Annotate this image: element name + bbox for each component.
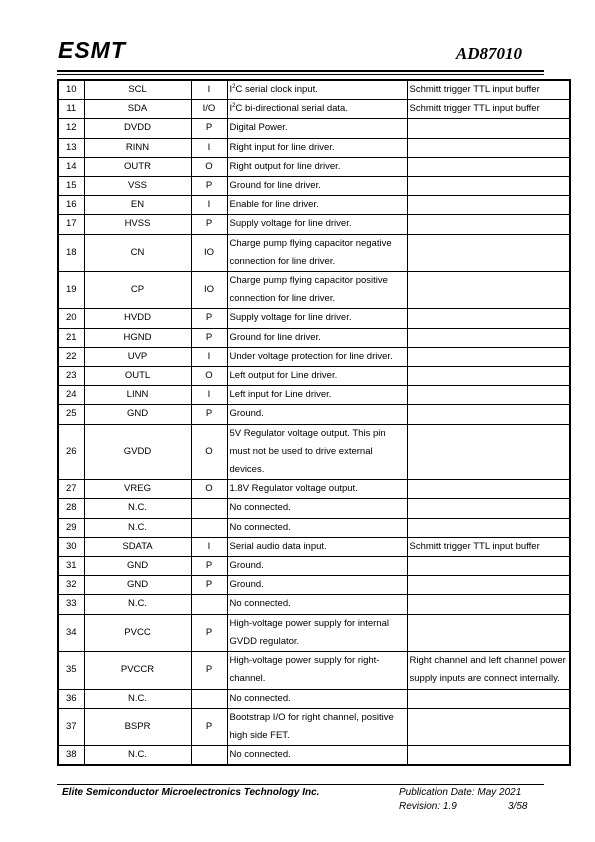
pin-name: GND — [84, 405, 191, 424]
pin-name: HVDD — [84, 309, 191, 328]
pin-description: Under voltage protection for line driver. — [227, 347, 407, 366]
pin-type: P — [191, 309, 227, 328]
pin-number: 21 — [58, 328, 84, 347]
pin-note — [407, 595, 570, 614]
pin-number: 27 — [58, 480, 84, 499]
pin-number: 35 — [58, 652, 84, 689]
pin-description-text: C bi-directional serial data. — [235, 103, 348, 115]
pin-note — [407, 689, 570, 708]
pin-type: I — [191, 138, 227, 157]
table-row — [58, 100, 570, 119]
pin-note — [407, 272, 570, 309]
pin-type: O — [191, 157, 227, 176]
pin-number: 18 — [58, 234, 84, 271]
pin-name: RINN — [84, 138, 191, 157]
pin-description-prefix: I — [229, 103, 233, 115]
table-row — [58, 119, 570, 138]
pin-number: 14 — [58, 157, 84, 176]
pin-note — [407, 518, 570, 537]
table-row — [58, 234, 570, 271]
pin-note — [407, 119, 570, 138]
pin-description: Ground. — [227, 576, 407, 595]
pin-type: O — [191, 367, 227, 386]
pin-type: P — [191, 557, 227, 576]
table-row — [58, 367, 570, 386]
pin-description: No connected. — [227, 518, 407, 537]
pin-description: 5V Regulator voltage output. This pin must not be used to drive external devices. — [227, 424, 407, 480]
pin-name: N.C. — [84, 518, 191, 537]
table-row — [58, 480, 570, 499]
pin-note — [407, 424, 570, 480]
pin-name: N.C. — [84, 595, 191, 614]
pin-description: Digital Power. — [227, 119, 407, 138]
pin-number: 16 — [58, 196, 84, 215]
pin-type: O — [191, 424, 227, 480]
pin-type: O — [191, 480, 227, 499]
header-rule-thin — [57, 74, 544, 75]
pin-name: CP — [84, 272, 191, 309]
table-row — [58, 272, 570, 309]
table-row — [58, 177, 570, 196]
pin-note — [407, 309, 570, 328]
pin-note — [407, 499, 570, 518]
pin-description: No connected. — [227, 689, 407, 708]
footer-revision: Revision: 1.9 — [399, 801, 457, 812]
table-row — [58, 652, 570, 689]
pin-description: Enable for line driver. — [227, 196, 407, 215]
table-row — [58, 80, 570, 100]
footer-page-number: 3/58 — [508, 801, 528, 812]
pin-description: Ground. — [227, 557, 407, 576]
pin-number: 25 — [58, 405, 84, 424]
pin-description: Supply voltage for line driver. — [227, 309, 407, 328]
pin-name: CN — [84, 234, 191, 271]
table-row — [58, 138, 570, 157]
pin-description: Serial audio data input. — [227, 537, 407, 556]
table-row — [58, 405, 570, 424]
pin-note — [407, 708, 570, 745]
pin-description-superscript: 2 — [232, 84, 236, 90]
pin-name: EN — [84, 196, 191, 215]
pin-description: High-voltage power supply for right-channel. — [227, 652, 407, 689]
pin-note — [407, 405, 570, 424]
pin-type: I — [191, 386, 227, 405]
pin-type: P — [191, 652, 227, 689]
pin-type — [191, 518, 227, 537]
pin-number: 28 — [58, 499, 84, 518]
table-row — [58, 746, 570, 766]
pin-name: SDA — [84, 100, 191, 119]
footer-company: Elite Semiconductor Microelectronics Technology Inc. — [62, 787, 320, 798]
pin-type: I/O — [191, 100, 227, 119]
pin-note — [407, 196, 570, 215]
pin-name: N.C. — [84, 689, 191, 708]
table-row — [58, 157, 570, 176]
table-row — [58, 557, 570, 576]
pin-type — [191, 746, 227, 766]
pin-number: 13 — [58, 138, 84, 157]
pin-description: No connected. — [227, 499, 407, 518]
pin-description: Right output for line driver. — [227, 157, 407, 176]
pin-name: PVCC — [84, 614, 191, 651]
pin-type — [191, 595, 227, 614]
pin-description: Left output for Line driver. — [227, 367, 407, 386]
pin-note — [407, 328, 570, 347]
pin-description-table — [57, 79, 571, 766]
pin-description: Supply voltage for line driver. — [227, 215, 407, 234]
company-logo: ESMT — [58, 37, 126, 63]
pin-type — [191, 689, 227, 708]
pin-name: HGND — [84, 328, 191, 347]
table-row — [58, 537, 570, 556]
pin-number: 12 — [58, 119, 84, 138]
table-row — [58, 386, 570, 405]
pin-number: 15 — [58, 177, 84, 196]
table-row — [58, 499, 570, 518]
pin-name: GND — [84, 557, 191, 576]
header-rule — [57, 70, 544, 72]
pin-name: N.C. — [84, 499, 191, 518]
pin-description-superscript: 2 — [232, 103, 236, 110]
pin-type: P — [191, 177, 227, 196]
pin-name: OUTL — [84, 367, 191, 386]
pin-description: Charge pump flying capacitor negative connection for line driver. — [227, 234, 407, 271]
pin-note — [407, 480, 570, 499]
pin-number: 38 — [58, 746, 84, 766]
pin-type: I — [191, 347, 227, 366]
pin-number: 34 — [58, 614, 84, 651]
footer-publication-date: Publication Date: May 2021 — [399, 787, 522, 798]
pin-number: 36 — [58, 689, 84, 708]
pin-type: P — [191, 328, 227, 347]
pin-note: Schmitt trigger TTL input buffer — [407, 100, 570, 119]
pin-note: Schmitt trigger TTL input buffer — [407, 537, 570, 556]
pin-type: P — [191, 119, 227, 138]
pin-note — [407, 138, 570, 157]
pin-number: 24 — [58, 386, 84, 405]
pin-name: SDATA — [84, 537, 191, 556]
pin-number: 19 — [58, 272, 84, 309]
pin-type: P — [191, 614, 227, 651]
pin-name: GND — [84, 576, 191, 595]
pin-name: VREG — [84, 480, 191, 499]
pin-description: Right input for line driver. — [227, 138, 407, 157]
pin-type: I — [191, 537, 227, 556]
pin-note — [407, 386, 570, 405]
pin-number: 10 — [58, 80, 84, 100]
pin-type: IO — [191, 272, 227, 309]
table-row — [58, 518, 570, 537]
pin-number: 20 — [58, 309, 84, 328]
pin-number: 17 — [58, 215, 84, 234]
pin-type: P — [191, 576, 227, 595]
pin-type: I — [191, 80, 227, 100]
pin-description: Charge pump flying capacitor positive connection for line driver. — [227, 272, 407, 309]
pin-type: IO — [191, 234, 227, 271]
pin-description: 1.8V Regulator voltage output. — [227, 480, 407, 499]
table-row — [58, 196, 570, 215]
table-row — [58, 309, 570, 328]
pin-note — [407, 157, 570, 176]
pin-name: OUTR — [84, 157, 191, 176]
pin-description: No connected. — [227, 746, 407, 766]
pin-description: Left input for Line driver. — [227, 386, 407, 405]
table-row — [58, 424, 570, 480]
pin-description-text: C serial clock input. — [235, 84, 318, 95]
pin-number: 11 — [58, 100, 84, 119]
table-row — [58, 708, 570, 745]
pin-name: HVSS — [84, 215, 191, 234]
pin-description: No connected. — [227, 595, 407, 614]
pin-note — [407, 557, 570, 576]
pin-note — [407, 367, 570, 386]
pin-note — [407, 576, 570, 595]
pin-note — [407, 234, 570, 271]
pin-type: P — [191, 405, 227, 424]
pin-type: P — [191, 708, 227, 745]
pin-name: BSPR — [84, 708, 191, 745]
pin-number: 22 — [58, 347, 84, 366]
pin-number: 23 — [58, 367, 84, 386]
pin-note — [407, 746, 570, 766]
pin-name: N.C. — [84, 746, 191, 766]
pin-number: 32 — [58, 576, 84, 595]
pin-number: 37 — [58, 708, 84, 745]
pin-note — [407, 614, 570, 651]
table-row — [58, 595, 570, 614]
pin-name: GVDD — [84, 424, 191, 480]
footer-rule — [57, 784, 544, 785]
table-row — [58, 689, 570, 708]
pin-name: SCL — [84, 80, 191, 100]
pin-name: LINN — [84, 386, 191, 405]
pin-description — [227, 80, 407, 100]
table-row — [58, 328, 570, 347]
pin-number: 26 — [58, 424, 84, 480]
pin-description: High-voltage power supply for internal GVDD regulator. — [227, 614, 407, 651]
table-row — [58, 576, 570, 595]
pin-name: PVCCR — [84, 652, 191, 689]
pin-type: P — [191, 215, 227, 234]
pin-note: Right channel and left channel power supply inputs are connect internally. — [407, 652, 570, 689]
pin-description: Ground. — [227, 405, 407, 424]
table-row — [58, 614, 570, 651]
pin-description: Ground for line driver. — [227, 328, 407, 347]
pin-note: Schmitt trigger TTL input buffer — [407, 80, 570, 100]
pin-note — [407, 177, 570, 196]
part-number: AD87010 — [455, 44, 522, 63]
pin-number: 29 — [58, 518, 84, 537]
pin-number: 31 — [58, 557, 84, 576]
table-row — [58, 347, 570, 366]
pin-type: I — [191, 196, 227, 215]
pin-note — [407, 215, 570, 234]
pin-description — [227, 100, 407, 119]
pin-name: UVP — [84, 347, 191, 366]
pin-name: DVDD — [84, 119, 191, 138]
pin-number: 33 — [58, 595, 84, 614]
pin-type — [191, 499, 227, 518]
pin-description: Ground for line driver. — [227, 177, 407, 196]
pin-description: Bootstrap I/O for right channel, positive high side FET. — [227, 708, 407, 745]
pin-number: 30 — [58, 537, 84, 556]
pin-note — [407, 347, 570, 366]
pin-name: VSS — [84, 177, 191, 196]
pin-description-prefix: I — [229, 84, 233, 95]
table-row — [58, 215, 570, 234]
